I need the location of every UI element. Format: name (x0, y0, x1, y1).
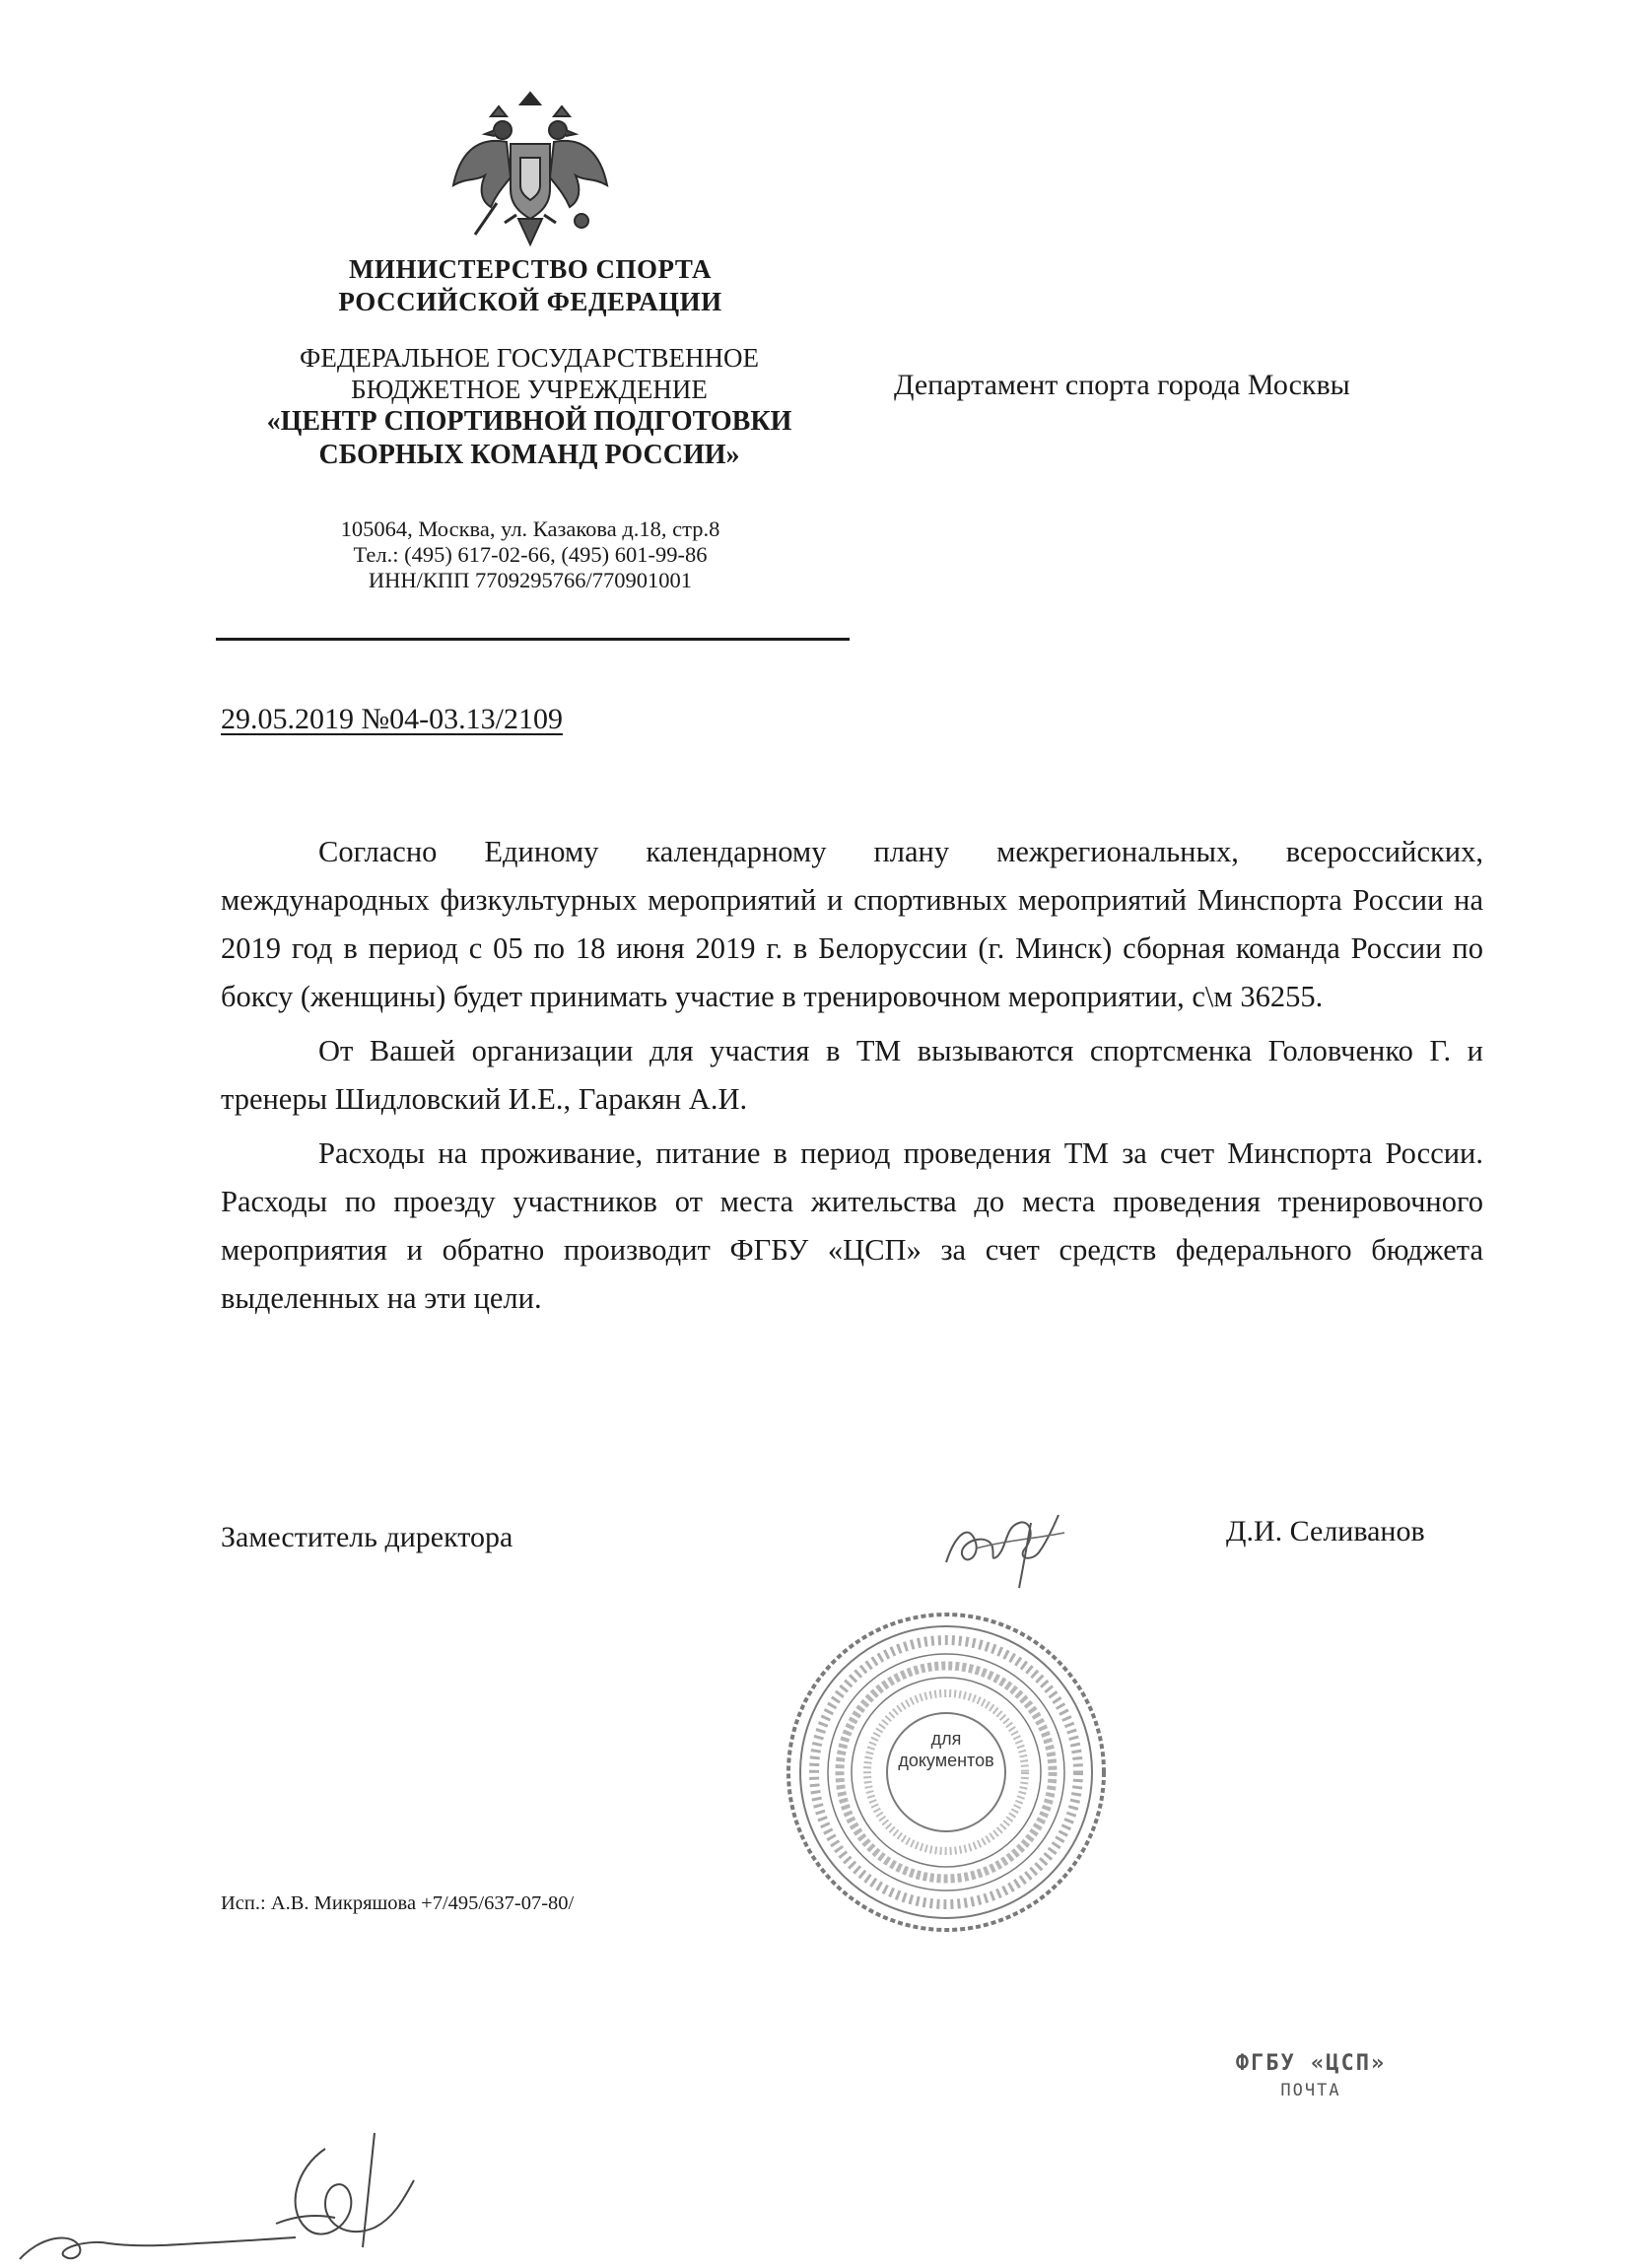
executor-contact: Исп.: А.В. Микряшова +7/495/637-07-80/ (221, 1892, 575, 1914)
mail-stamp-org: ФГБУ «ЦСП» (1235, 2051, 1387, 2076)
mail-stamp (1183, 2050, 1439, 2103)
ministry-line: МИНИСТЕРСТВО СПОРТА (348, 254, 713, 284)
seal-text-line: для (930, 1729, 962, 1749)
phone-line: Тел.: (495) 617-02-66, (495) 601-99-86 (353, 542, 708, 567)
body-paragraph: От Вашей организации для участия в ТМ вызываются спортсменка Головченко Г. и тренеры Шидловский И.Е., Гаракян А.И. (221, 1034, 1483, 1116)
mail-stamp-label: ПОЧТА (1280, 2081, 1341, 2100)
ministry-name (296, 253, 765, 318)
official-seal-icon (779, 1605, 1114, 1940)
signatory-title: Заместитель директора (221, 1521, 513, 1553)
body-paragraph: Согласно Единому календарному плану межрегиональных, всероссийских, международных физкультурных мероприятий и спортивных мероприятий Минспорта России на 2019 год в период с 05 по 18 июня 2019 г. в Белоруссии (г. Минск) сборная команда России по боксу (женщины) будет принимать участие в тренировочном мероприятии, с\м 36255. (221, 835, 1483, 1013)
institution-name (233, 342, 826, 472)
institution-title-line: «ЦЕНТР СПОРТИВНОЙ ПОДГОТОВКИ (266, 406, 792, 437)
signatory-name: Д.И. Селиванов (1226, 1515, 1425, 1547)
seal-center-text (889, 1728, 1003, 1771)
letterhead-divider (216, 638, 850, 641)
inn-kpp-line: ИНН/КПП 7709295766/770901001 (368, 568, 693, 592)
handwritten-initials-icon (0, 2129, 453, 2263)
institution-line: БЮДЖЕТНОЕ УЧРЕЖДЕНИЕ (351, 375, 708, 404)
address-line: 105064, Москва, ул. Казакова д.18, стр.8 (340, 516, 720, 541)
body-paragraph: Расходы на проживание, питание в период проведения ТМ за счет Минспорта России. Расходы по проезду участников от места жительства до места проведения тренировочного мероприятия и обратно производит ФГБУ «ЦСП» за счет средств федерального бюджета выделенных на эти цели. (221, 1136, 1483, 1315)
handwritten-signature-icon (936, 1493, 1074, 1592)
letter-body (221, 828, 1483, 1329)
registration-number: 29.05.2019 №04-03.13/2109 (221, 703, 563, 735)
ministry-line: РОССИЙСКОЙ ФЕДЕРАЦИИ (338, 287, 722, 316)
institution-address (296, 516, 765, 593)
addressee: Департамент спорта города Москвы (894, 369, 1350, 401)
coat-of-arms-icon (445, 87, 615, 254)
institution-title-line: СБОРНЫХ КОМАНД РОССИИ» (318, 440, 740, 470)
institution-line: ФЕДЕРАЛЬНОЕ ГОСУДАРСТВЕННОЕ (300, 343, 759, 373)
seal-text-line: документов (898, 1751, 994, 1770)
